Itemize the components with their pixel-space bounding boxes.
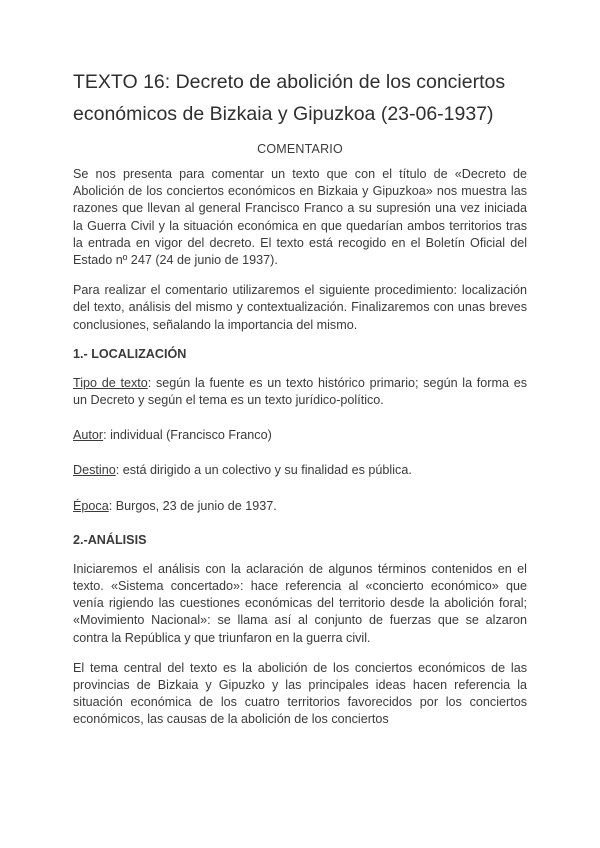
destino-field	[73, 462, 527, 479]
intro-paragraph-2: Para realizar el comentario utilizaremos el siguiente procedimiento: localización del texto, análisis del mismo y contextualización. Finalizaremos con unas breves conclusiones, señalando la importancia del mismo.	[73, 283, 527, 332]
autor-label: Autor	[73, 428, 104, 443]
destino-label: Destino	[73, 463, 116, 478]
analisis-paragraph-1: Iniciaremos el análisis con la aclaración de algunos términos contenidos en el texto. «Sistema concertado»: hace referencia al «concierto económico» que venía rigiendo las cuestiones económicas del territorio desde la abolición foral; «Movimiento Nacional»: se llama así al conjunto de fuerzas que se alzaron contra la República y que triunfaron en la guerra civil.	[73, 561, 527, 645]
tipo-de-texto-label: Tipo de texto	[73, 375, 148, 390]
epoca-label: Época	[73, 498, 109, 513]
autor-value: : individual (Francisco Franco)	[103, 428, 272, 443]
destino-value: : está dirigido a un colectivo y su finalidad es pública.	[115, 463, 412, 478]
intro-paragraph-1: Se nos presenta para comentar un texto que con el título de «Decreto de Abolición de los conciertos económicos en Bizkaia y Gipuzkoa» nos muestra las razones que llevan al general Francisco Franco a su supresión una vez iniciada la Guerra Civil y la situación económica en que quedarían ambos territorios tras la entrada en vigor del decreto. El texto está recogido en el Boletín Oficial del Estado nº 247 (24 de junio de 1937).	[73, 167, 527, 268]
tipo-de-texto-field	[73, 375, 527, 409]
localizacion-heading: 1.- LOCALIZACIÓN	[73, 346, 187, 361]
epoca-value: : Burgos, 23 de junio de 1937.	[108, 498, 277, 513]
analisis-paragraph-2: El tema central del texto es la abolición de los conciertos económicos de las provincias de Bizkaia y Gipuzko y las principales ideas hacen referencia la situación económica de los cuatro territorios favorecidos por los conciertos económicos, las causas de la abolición de los conciertos	[73, 660, 527, 727]
analisis-heading: 2.-ANÁLISIS	[73, 532, 147, 547]
document-title: TEXTO 16: Decreto de abolición de los conciertos económicos de Bizkaia y Gipuzkoa (23-06-1937)	[73, 71, 506, 125]
epoca-field	[73, 498, 527, 515]
tipo-de-texto-value: : según la fuente es un texto histórico primario; según la forma es un Decreto y según el tema es un texto jurídico-político.	[73, 375, 527, 408]
autor-field	[73, 427, 527, 444]
comment-heading: COMENTARIO	[257, 142, 343, 156]
